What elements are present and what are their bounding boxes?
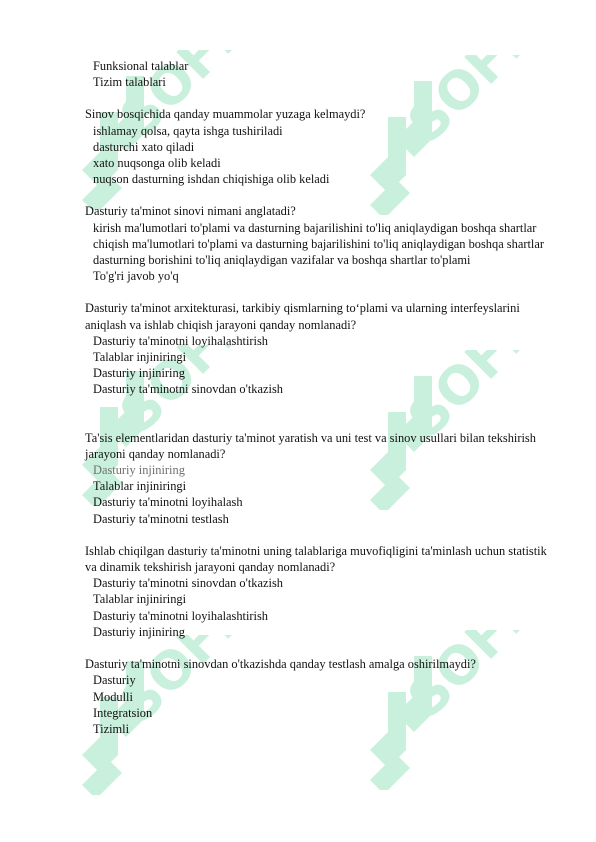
question-block-3: [85, 300, 555, 397]
answer-option: Dasturiy ta'minotni sinovdan o'tkazish: [93, 576, 283, 591]
question-block-5: [85, 543, 555, 640]
answer-option: Dasturiy injiniring: [93, 624, 185, 639]
question-block-1: [85, 106, 555, 187]
answer-option: dasturning borishini to'liq aniqlaydigan vazifalar va boshqa shartlar to'plami: [93, 253, 471, 268]
question-text: Dasturiy ta'minot arxitekturasi, tarkibiy qismlarning to‘plami va ularning interfeyslarini aniqlash va ishlab chiqish jarayoni qanday nomlanadi?: [85, 301, 520, 332]
answer-option: Dasturiy: [93, 673, 136, 688]
answer-option: Dasturiy ta'minotni testlash: [93, 511, 229, 526]
question-block-6: [85, 656, 555, 737]
answer-option: Funksional talablar: [93, 59, 189, 73]
answer-option: Integratsion: [93, 705, 153, 720]
answer-option: Talablar injiniringi: [93, 592, 187, 607]
answer-option: Talablar injiniringi: [93, 350, 187, 365]
question-text: Ishlab chiqilgan dasturiy ta'minotni uning talablariga muvofiqligini ta'minlash uchun statistik va dinamik tekshirish jarayoni qanday nomlanadi?: [85, 543, 547, 575]
answer-option: kirish ma'lumotlari to'plami va dasturning bajarilishini to'liq aniqlaydigan boshqa shartlar: [93, 220, 537, 235]
document-body: [85, 58, 555, 753]
answer-option: To'g'ri javob yo'q: [93, 269, 179, 284]
answer-option: dasturchi xato qiladi: [93, 139, 195, 154]
answer-option: Dasturiy injiniring: [93, 366, 185, 381]
answer-option: Dasturiy ta'minotni loyihalashtirish: [93, 608, 268, 623]
answer-option: Dasturiy injiniring: [93, 463, 185, 478]
answer-option: Talablar injiniringi: [93, 479, 187, 494]
answer-option: Tizimli: [93, 721, 130, 736]
answer-option: Modulli: [93, 689, 133, 704]
answer-option: chiqish ma'lumotlari to'plami va dasturning bajarilishini to'liq aniqlaydigan boshqa shartlar: [93, 236, 544, 251]
question-text: Dasturiy ta'minot sinovi nimani anglatadi?: [85, 204, 296, 219]
question-text: Sinov bosqichida qanday muammolar yuzaga kelmaydi?: [85, 107, 366, 122]
answer-option: ishlamay qolsa, qayta ishga tushiriladi: [93, 123, 283, 138]
answer-option: nuqson dasturning ishdan chiqishiga olib keladi: [93, 172, 330, 187]
question-block-0: [85, 58, 555, 90]
answer-option: xato nuqsonga olib keladi: [93, 156, 221, 171]
question-block-2: [85, 203, 555, 284]
question-text: Ta'sis elementlaridan dasturiy ta'minot yaratish va uni test va sinov usullari bilan tekshirish jarayoni qanday nomlanadi?: [85, 430, 536, 461]
answer-option: Dasturiy ta'minotni loyihalash: [93, 495, 243, 510]
answer-option: Tizim talablari: [93, 75, 166, 90]
answer-option: Dasturiy ta'minotni loyihalashtirish: [93, 333, 268, 348]
answer-option: Dasturiy ta'minotni sinovdan o'tkazish: [93, 382, 283, 397]
question-text: Dasturiy ta'minotni sinovdan o'tkazishda qanday testlash amalga oshirilmaydi?: [85, 657, 476, 672]
question-block-4: [85, 430, 555, 527]
